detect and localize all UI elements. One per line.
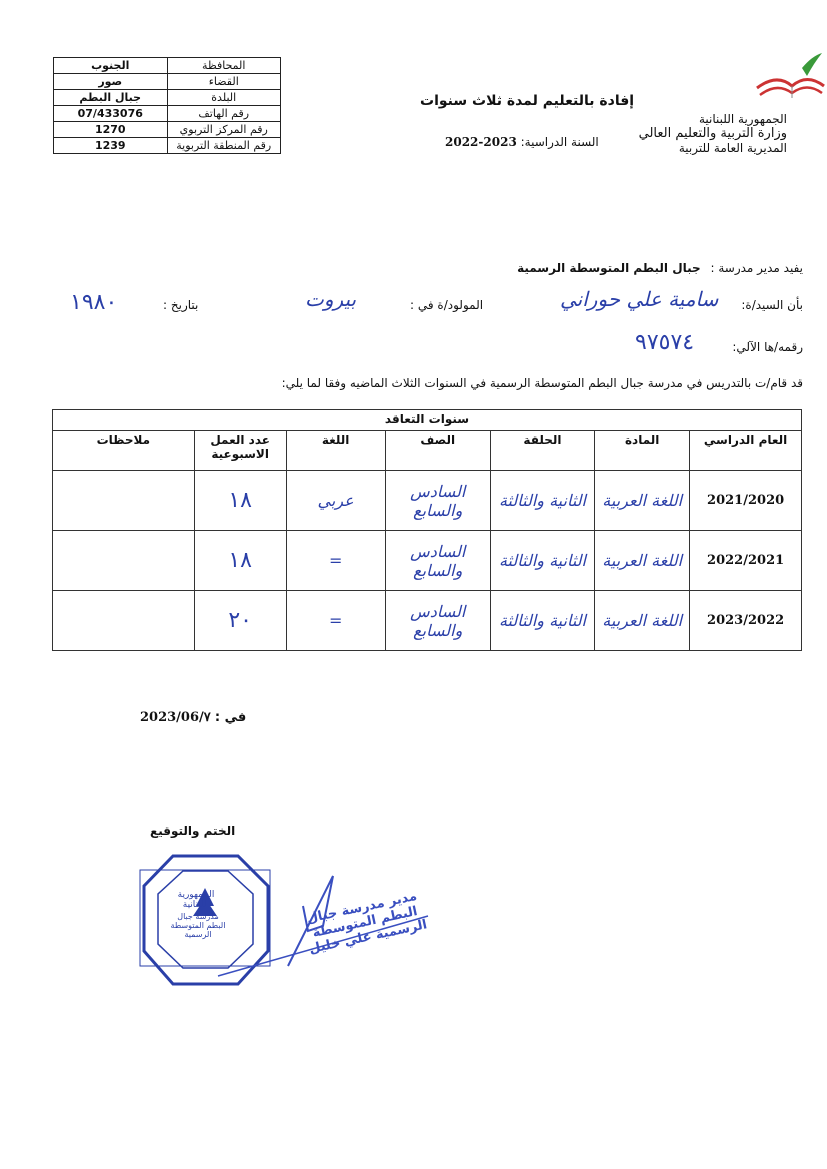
cell-notes bbox=[53, 531, 195, 591]
cell-year: 2021/2020 bbox=[690, 471, 802, 531]
column-header: اللغة bbox=[286, 431, 385, 471]
person-label: بأن السيد/ة: bbox=[741, 298, 803, 312]
cell-hours: ١٨ bbox=[194, 471, 286, 531]
school-year bbox=[445, 135, 599, 149]
directorate-label: المديرية العامة للتربية bbox=[678, 141, 787, 155]
info-label: رقم المركز التربوي bbox=[167, 122, 281, 138]
school-year-value: 2023-2022 bbox=[445, 135, 517, 149]
cell-cycle: الثانية والثالثة bbox=[490, 591, 594, 651]
cell-subject: اللغة العربية bbox=[595, 471, 690, 531]
director-label: يفيد مدير مدرسة : bbox=[710, 261, 803, 275]
info-row bbox=[54, 106, 281, 122]
info-row bbox=[54, 122, 281, 138]
stamp-center-text: مدرسة جبال البطم المتوسطة الرسمية bbox=[170, 912, 226, 939]
person-name: سامية علي حوراني bbox=[560, 287, 719, 311]
cell-hours: ١٨ bbox=[194, 531, 286, 591]
cell-notes bbox=[53, 591, 195, 651]
id-value: ٩٧٥٧٤ bbox=[635, 330, 695, 355]
info-row bbox=[54, 58, 281, 74]
stamp-side-text: مدير مدرسة جبال البطم المتوسطة الرسمية علي خليل bbox=[305, 888, 429, 957]
info-value: الجنوب bbox=[54, 58, 168, 74]
document-title: إفادة بالتعليم لمدة ثلاث سنوات bbox=[420, 93, 635, 109]
cell-subject: اللغة العربية bbox=[595, 531, 690, 591]
info-box bbox=[53, 57, 281, 154]
republic-label: الجمهورية اللبنانية bbox=[698, 112, 787, 126]
issue-date bbox=[140, 710, 246, 725]
statement-text: قد قام/ت بالتدريس في مدرسة جبال البطم المتوسطة الرسمية في السنوات الثلاث الماضيه وفقا لما يلي: bbox=[281, 376, 803, 390]
column-header: ملاحظات bbox=[53, 431, 195, 471]
cell-grade: السادس والسابع bbox=[385, 471, 490, 531]
ministry-label: وزارة التربية والتعليم العالي bbox=[638, 126, 787, 141]
cell-language: عربي bbox=[286, 471, 385, 531]
date-label: بتاريخ : bbox=[163, 298, 199, 312]
table-row bbox=[53, 591, 802, 651]
stamp-top-text: الجمهورية اللبنانية bbox=[177, 890, 215, 910]
cell-notes bbox=[53, 471, 195, 531]
cell-language: = bbox=[286, 531, 385, 591]
info-value: 1239 bbox=[54, 138, 168, 154]
column-header: الحلقة bbox=[490, 431, 594, 471]
cell-grade: السادس والسابع bbox=[385, 531, 490, 591]
info-row bbox=[54, 74, 281, 90]
signature-label: الختم والتوقيع bbox=[150, 824, 236, 838]
info-value: 07/433076 bbox=[54, 106, 168, 122]
info-value: صور bbox=[54, 74, 168, 90]
info-label: رقم الهاتف bbox=[167, 106, 281, 122]
table-row bbox=[53, 531, 802, 591]
cell-cycle: الثانية والثالثة bbox=[490, 471, 594, 531]
info-label: المحافظة bbox=[167, 58, 281, 74]
info-label: البلدة bbox=[167, 90, 281, 106]
id-label: رقمه/ها الآلي: bbox=[732, 340, 803, 354]
born-label: المولود/ة في : bbox=[410, 298, 484, 312]
issue-date-label: في : bbox=[214, 710, 247, 725]
cell-cycle: الثانية والثالثة bbox=[490, 531, 594, 591]
cell-hours: ٢٠ bbox=[194, 591, 286, 651]
issue-date-value: 2023/06/٧ bbox=[140, 710, 211, 725]
cell-year: 2023/2022 bbox=[690, 591, 802, 651]
column-header: المادة bbox=[595, 431, 690, 471]
info-row bbox=[54, 90, 281, 106]
cell-subject: اللغة العربية bbox=[595, 591, 690, 651]
info-label: القضاء bbox=[167, 74, 281, 90]
info-row bbox=[54, 138, 281, 154]
school-name: جبال البطم المتوسطة الرسمية bbox=[517, 261, 701, 275]
school-year-label: السنة الدراسية: bbox=[520, 135, 599, 149]
birth-year: ١٩٨٠ bbox=[70, 290, 118, 315]
column-header: الصف bbox=[385, 431, 490, 471]
column-header: العام الدراسي bbox=[690, 431, 802, 471]
cell-grade: السادس والسابع bbox=[385, 591, 490, 651]
cell-year: 2022/2021 bbox=[690, 531, 802, 591]
contract-years-table bbox=[52, 409, 802, 651]
info-value: جبال البطم bbox=[54, 90, 168, 106]
column-header: عدد العمل الاسبوعية bbox=[194, 431, 286, 471]
cell-language: = bbox=[286, 591, 385, 651]
info-value: 1270 bbox=[54, 122, 168, 138]
director-line bbox=[517, 261, 803, 275]
group-header: سنوات التعاقد bbox=[53, 410, 802, 431]
born-place: بيروت bbox=[305, 287, 357, 311]
ministry-logo-icon bbox=[752, 48, 827, 108]
table-row bbox=[53, 471, 802, 531]
info-label: رقم المنطقة التربوية bbox=[167, 138, 281, 154]
